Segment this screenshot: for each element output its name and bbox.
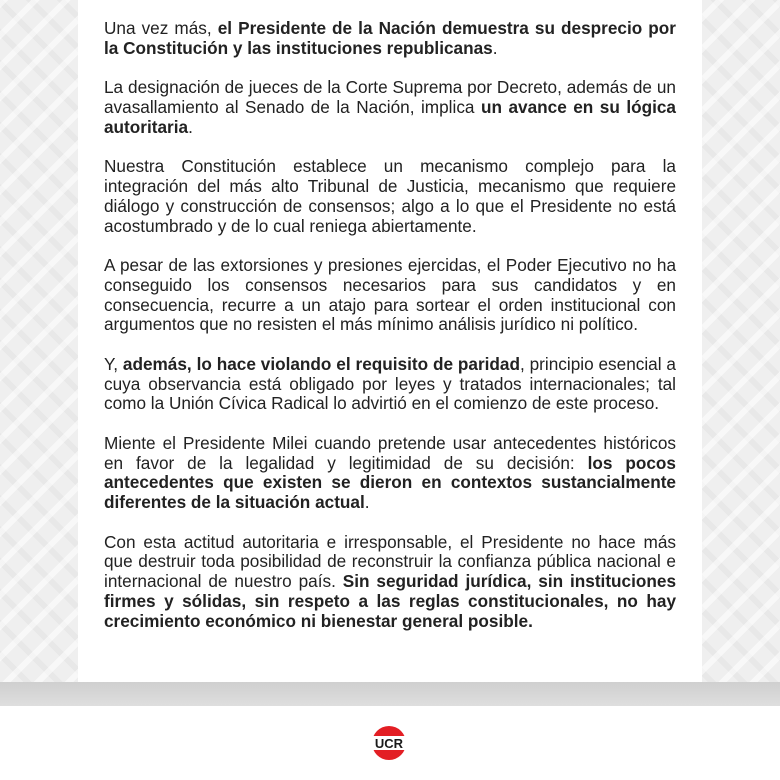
- statement-body: [104, 19, 676, 651]
- paragraph-1: Una vez más, el Presidente de la Nación demuestra su desprecio por la Constitución y las instituciones republicanas.: [104, 18, 676, 58]
- paragraph-2: La designación de jueces de la Corte Suprema por Decreto, además de un avasallamiento al Senado de la Nación, implica un avance en su lógica autoritaria.: [104, 77, 676, 137]
- paragraph-7: Con esta actitud autoritaria e irresponsable, el Presidente no hace más que destruir toda posibilidad de reconstruir la confianza pública nacional e internacional de nuestro país. Sin seguridad jurídica, sin instituciones firmes y sólidas, sin respeto a las reglas constitucionales, no hay crecimiento económico ni bienestar general posible.: [104, 531, 676, 631]
- paragraph-4: A pesar de las extorsiones y presiones ejercidas, el Poder Ejecutivo no ha conseguido los consensos necesarios para sus candidatos y en consecuencia, recurre a un atajo para sortear el orden institucional con argumentos que no resisten el más mínimo análisis jurídico ni político.: [104, 254, 676, 335]
- logo-text: UCR: [374, 736, 404, 751]
- ucr-logo: [369, 723, 409, 763]
- paragraph-3: Nuestra Constitución establece un mecanismo complejo para la integración del más alto Tribunal de Justicia, mecanismo que requiere diálogo y construcción de consensos; algo a lo que el Presidente no está acostumbrado y de lo cual reniega abiertamente.: [104, 156, 676, 236]
- paragraph-5: Y, además, lo hace violando el requisito de paridad, principio esencial a cuya observancia está obligado por leyes y tratados internacionales; tal como la Unión Cívica Radical lo advirtió en el comienzo de este proceso.: [104, 353, 676, 414]
- paragraph-6: Miente el Presidente Milei cuando pretende usar antecedentes históricos en favor de la legalidad y legitimidad de su decisión: los pocos antecedentes que existen se dieron en contextos sustancialmente diferentes de la situación actual.: [104, 432, 676, 513]
